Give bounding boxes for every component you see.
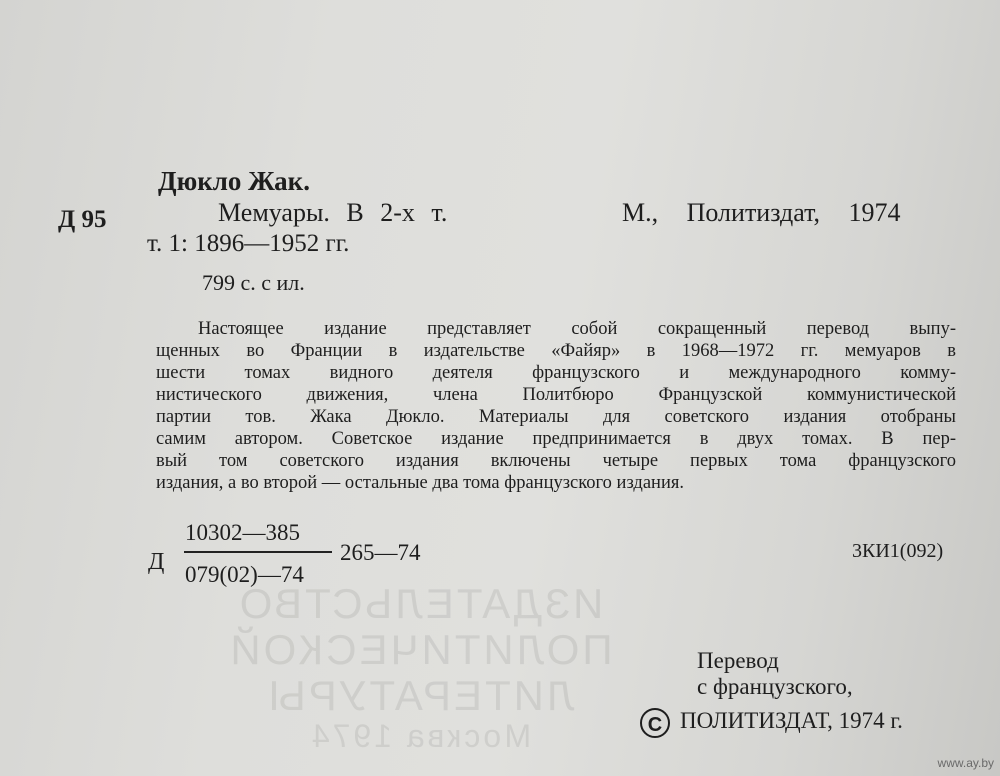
annotation-text	[156, 318, 956, 494]
index-denominator: 079(02)—74	[185, 562, 304, 587]
annotation-line: самим автором. Советское издание предпринимается в двух томах. В пер-	[156, 429, 956, 449]
annotation-line: щенных во Франции в издательстве «Файяр» в 1968—1972 гг. мемуаров в	[156, 341, 956, 361]
annotation-line: вый том советского издания включены четыре первых тома французского	[156, 451, 956, 471]
annotation-line: Настоящее издание представляет собой сокращенный перевод выпу-	[198, 319, 956, 339]
annotation-line: шести томах видного деятеля французского и международного комму-	[156, 363, 956, 383]
fraction-line	[184, 551, 332, 553]
author-name: Дюкло Жак.	[158, 166, 310, 196]
index-suffix: 265—74	[340, 540, 421, 565]
publication-place: М., Политиздат, 1974	[622, 198, 901, 227]
bleed-through-text: ИЗДАТЕЛЬСТВО	[236, 580, 604, 627]
page-count: 799 с. с ил.	[202, 270, 305, 295]
catalog-code: Д 95	[58, 206, 107, 233]
volume-info: т. 1: 1896—1952 гг.	[147, 230, 350, 257]
book-title: Мемуары. В 2-х т.	[218, 198, 448, 227]
bleed-through-text: ПОЛИТИЧЕСКОЙ	[227, 626, 613, 673]
copyright-publisher: ПОЛИТИЗДАТ, 1974 г.	[680, 708, 903, 733]
annotation-line: партии тов. Жака Дюкло. Материалы для советского издания отобраны	[156, 407, 956, 427]
translation-note-line2: с французского,	[697, 674, 853, 699]
annotation-line: издания, а во второй — остальные два тома французского издания.	[156, 473, 684, 493]
copyright-icon: C	[640, 708, 670, 738]
annotation-line: нистического движения, члена Политбюро Французской коммунистической	[156, 385, 956, 405]
bleed-through-text: ЛИТЕРАТУРЫ	[265, 672, 575, 719]
bleed-through-text: Москва 1974	[308, 718, 532, 754]
watermark: www.ay.by	[937, 756, 994, 770]
index-letter: Д	[148, 549, 165, 575]
bbk-code: 3КИ1(092)	[852, 540, 944, 562]
index-numerator: 10302—385	[185, 520, 300, 545]
translation-note-line1: Перевод	[697, 648, 779, 673]
